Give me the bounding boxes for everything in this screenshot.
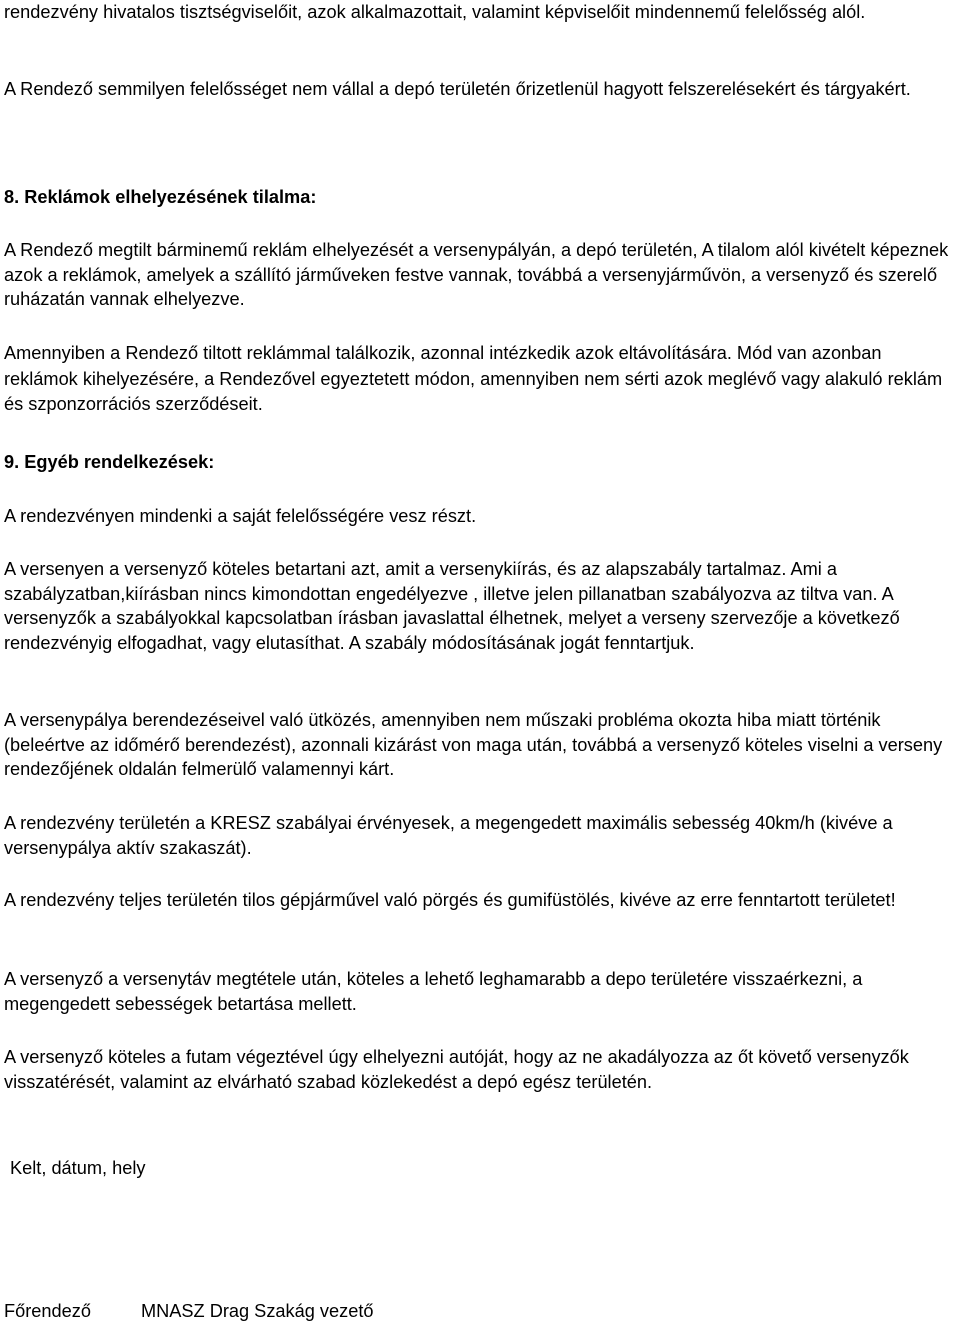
section-9-paragraph-responsibility: A rendezvényen mindenki a saját felelősségére vesz részt. [4, 506, 477, 526]
section-9-heading: 9. Egyéb rendelkezések: [4, 452, 215, 472]
intro-paragraph-depot: A Rendező semmilyen felelősséget nem vállal a depó területén őrizetlenül hagyott felszerelésekért és tárgyakért. [4, 79, 911, 99]
section-9-paragraph-burnout: A rendezvény teljes területén tilos gépjárművel való pörgés és gumifüstölés, kivéve az erre fenntartott területet! [4, 890, 896, 910]
section-8-heading: 8. Reklámok elhelyezésének tilalma: [4, 187, 317, 207]
section-9-paragraph-rules: A versenyen a versenyző köteles betartani azt, amit a versenykiírás, és az alapszabály tartalmaz. Ami a szabályzatban,kiírásban nincs kimondottan engedélyezve , illetve jelen pillanatban szabályozva az tiltva van. A versenyzők a szabályokkal kapcsolatban írásban javaslattal élhetnek, melyet a verseny szervezője a következő rendezvényig elfogadhat, vagy elutasíthat. A szabály módosításának jogát fenntartjuk. [4, 559, 900, 653]
section-9-paragraph-speed: A rendezvény területén a KRESZ szabályai érvényesek, a megengedett maximális sebesség 40km/h (kivéve a versenypálya aktív szakaszát). [4, 813, 893, 858]
intro-paragraph-liability: rendezvény hivatalos tisztségviselőit, azok alkalmazottait, valamint képviselőit mindennemű felelősség alól. [4, 2, 866, 22]
section-8-paragraph-ban: A Rendező megtilt bárminemű reklám elhelyezését a versenypályán, a depó területén, A tilalom alól kivételt képeznek azok a reklámok, amelyek a szállító járműveken festve vannak, továbbá a versenyjárművön, a versenyző és szerelő ruházatán vannak elhelyezve. [4, 240, 949, 310]
section-9-paragraph-collision: A versenypálya berendezéseivel való ütközés, amennyiben nem műszaki probléma okozta hiba miatt történik (beleértve az időmérő berendezést), azonnali kizárást von maga után, továbbá a versenyző köteles viselni a verseny rendezőjének oldalán felmerülő valamennyi kárt. [4, 710, 943, 780]
date-place-line: Kelt, dátum, hely [10, 1158, 146, 1178]
section-8-paragraph-removal: Amennyiben a Rendező tiltott reklámmal találkozik, azonnal intézkedik azok eltávolítására. Mód van azonban reklámok kihelyezésére, a Rendezővel egyeztetett módon, amennyiben nem sérti azok meglévő vagy alakuló reklám és szponzorrációs szerződéseit. [4, 343, 943, 414]
section-9-paragraph-parking: A versenyző köteles a futam végeztével úgy elhelyezni autóját, hogy az ne akadályozza az őt követő versenyzők visszatérését, valamint az elvárható szabad közlekedést a depó egész területén. [4, 1047, 909, 1092]
signature-drag-head: MNASZ Drag Szakág vezető [141, 1301, 374, 1321]
section-9-paragraph-return: A versenyző a versenytáv megtétele után, köteles a lehető leghamarabb a depo területére visszaérkezni, a megengedett sebességek betartása mellett. [4, 969, 863, 1014]
signature-main-organizer: Főrendező [4, 1301, 91, 1321]
